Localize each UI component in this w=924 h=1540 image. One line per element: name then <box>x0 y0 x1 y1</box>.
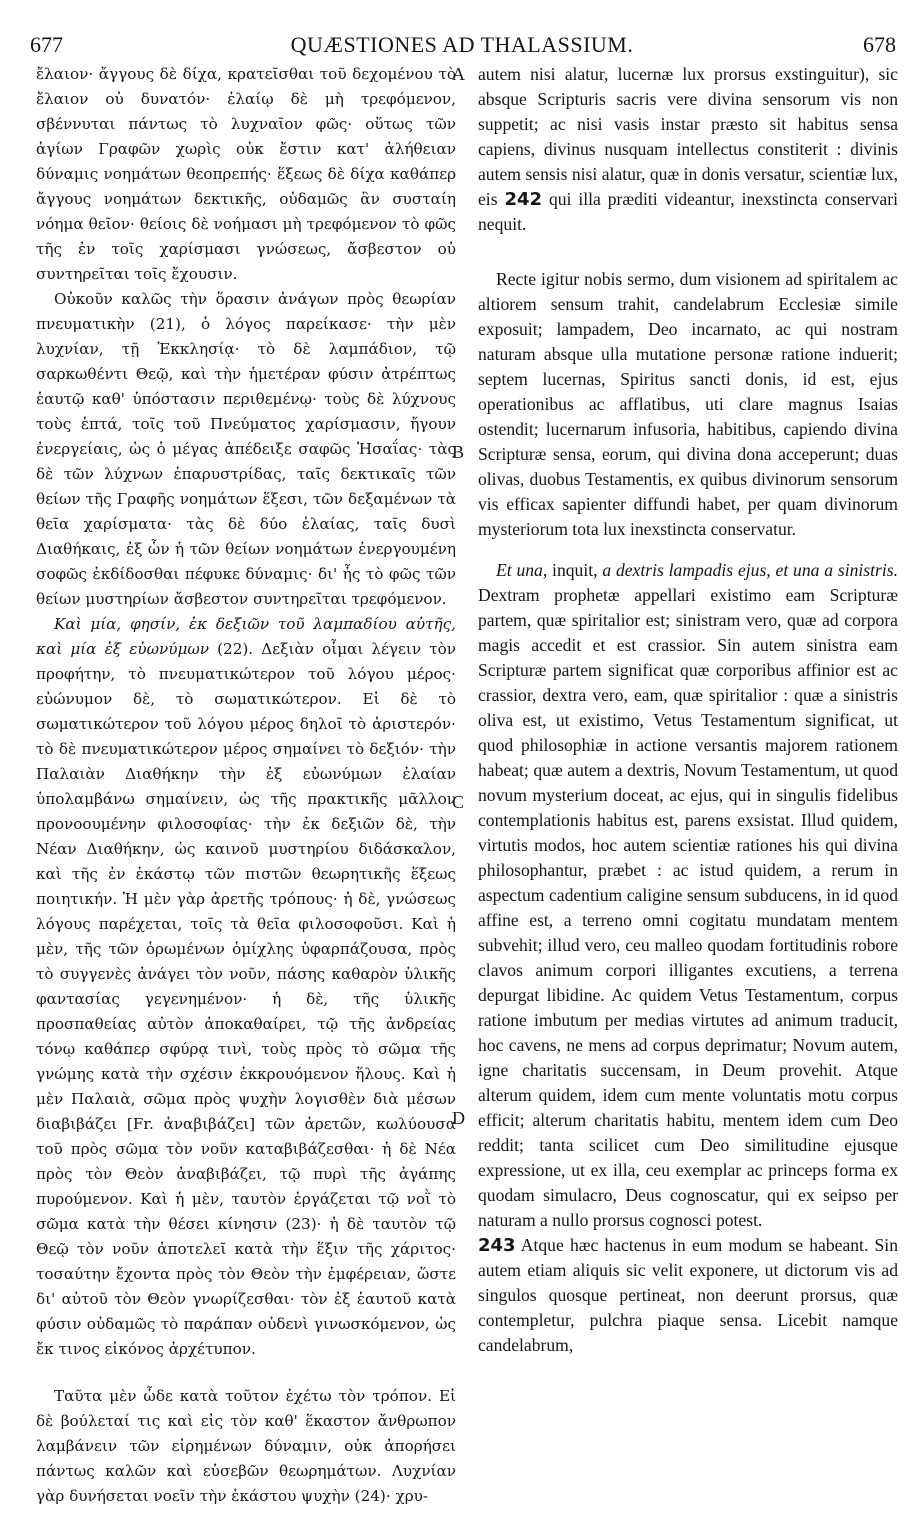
page-number-left: 677 <box>30 32 63 57</box>
margin-letter-a: A <box>452 64 465 84</box>
greek-column <box>36 62 456 1509</box>
greek-paragraph-4: Ταῦτα μὲν ὧδε κατὰ τοῦτον ἐχέτω τὸν τρόπον. Εἰ δὲ βούλεταί τις καὶ εἰς τὸν καθ' ἕκαστον ἄνθρωπον λαμβάνειν τῶν εἰρημένων δύναμιν, οὐκ ἀπορήσει πάντως καλῶν καὶ εὐσεβῶν θεωρημάτων. Λυχνίαν γὰρ δυνήσεται νοεῖν τὴν ἑκάστου ψυχὴν (24)· χρυ- <box>36 1387 456 1505</box>
greek-paragraph-2: Οὐκοῦν καλῶς τὴν ὅρασιν ἀνάγων πρὸς θεωρίαν πνευματικὴν (21), ὁ λόγος παρείκασε· τὴν μὲν λυχνίαν, τῇ Ἐκκλησίᾳ· τὸ δὲ λαμπάδιον, τῷ σαρκωθέντι Θεῷ, καὶ τὴν ἡμετέραν φύσιν ἀτρέπτως ἑαυτῷ καθ' ὑπόστασιν περιθεμένῳ· τοὺς δὲ λύχνους τοὺς ἑπτά, τοῖς τοῦ Πνεύματος χαρίσμασιν, ἤγουν ἐνεργείαις, ὡς ὁ μέγας ἀπέδειξε σαφῶς Ἡσαΐας· τὰς δὲ τῶν λύχνων ἐπαρυστρίδας, ταῖς δεκτικαῖς τῶν θείων τῆς Γραφῆς νοημάτων ἕξεσι, τῶν δεξαμένων τὰ θεῖα χαρίσματα· τὰς δὲ δύο ἐλαίας, ταῖς δυσὶ Διαθήκαις, ἐξ ὧν ἡ τῶν θείων νοημάτων ἐνεργουμένη σοφῶς ἐκδίδοσθαι πέφυκε δύναμις· δι' ἧς τὸ φῶς τῶν θείων μυστηρίων ἄσβεστον συντηρεῖται τρεφόμενον. <box>36 290 456 608</box>
latin-lemma: Et una <box>496 560 543 580</box>
latin-paragraph-1-a: autem nisi alatur, lucernæ lux prorsus exstinguitur), sic absque Scripturis sacris vere divina sensorum vis non suppetit; ac nisi vasis instar præsto sit habitus sensa capiens, divinus nusquam intellectus constiterit : divinis autem sensis nisi alatur, quæ in donis versatur, scientiæ lux, eis <box>478 64 898 209</box>
latin-paragraph-3-body: Dextram prophetæ appellari existimo eam Scripturæ partem, quæ spiritalior est; sinistram vero, quæ ad corpora magis accedit et est crassior. Sin autem sinistra eam Scripturæ partem significat quæ corporibus affinior est ac crassior, dextra vero, eam, quæ spiritalior : quæ a sinistris oliva est, ut existimo, Vetus Testamentum significat, ut quod philosophiæ in actione versantis majorem rationem habeat; quæ autem a dextris, Novum Testamentum, ut quod novum mysterium doceat, ac ejus, qui in singulis fidelibus contemplationis habitus est, parens exsistat. Illud quidem, virtutis modos, hoc autem scientiæ rationes his qui divina philosophantur, præbet : ac istud quidem, a rerum in aspectum cadentium caligine sensum subducens, in id quod affine est, a terreno omni cogitatu mundatam mentem subvehit; illud vero, ceu malleo quodam fortitudinis robore clavos animum corpori illigantes excutiens, a terrena depurgat libidine. Ac quidem Vetus Testamentum, corpus ratione imbutum per medias virtutes ad animum traducit, hoc cavens, ne mens ad corpus deprimatur; Novum autem, igne charitatis succensam, in Deum provehit. Atque alterum quidem, idem cum mente voluntatis motu corpus efficit; alterum charitatis habitu, mentem idem cum Deo reddit; tanta scilicet cum Deo similitudine ejusque expressione, ut ex illa, ceu exemplar ac princeps forma ex quodam simulacro, Deus cognoscatur, qui ex seipso per naturam a nullo prorsus cognosci potest. <box>478 585 898 1230</box>
greek-paragraph-3-body: (22). Δεξιὰν οἶμαι λέγειν τὸν προφήτην, τὸ πνευματικώτερον τοῦ λόγου μέρος· εὐώνυμον δὲ, τὸ σωματικώτερον. Εἰ δὲ τὸ σωματικώτερον τοῦ λόγου μέρος δηλοῖ τὸ ἀριστερόν· τὸ δὲ πνευματικώτερον μέρος σημαίνει τὸ δεξιόν· τὴν Παλαιὰν Διαθήκην τὴν ἐξ εὐωνύμων ἐλαίαν ὑπολαμβάνω σημαίνειν, ὡς τῆς πρακτικῆς μᾶλλον προνοουμένην φιλοσοφίας· τὴν ἐκ δεξιῶν δὲ, τὴν Νέαν Διαθήκην, ὡς καινοῦ μυστηρίου διδάσκαλον, καὶ τῆς ἐν ἑκάστῳ τῶν πιστῶν θεωρητικῆς ἕξεως ποιητικήν. Ἡ μὲν γὰρ ἀρετῆς τρόπους· ἡ δὲ, γνώσεως λόγους παρέχεται, τοῖς τὰ θεῖα φιλοσοφοῦσι. Καὶ ἡ μὲν, τῆς τῶν ὁρωμένων ὁμίχλης ὑφαρπάζουσα, πρὸς τὸ συγγενὲς ἀνάγει τὸν νοῦν, πάσης καθαρὸν ὑλικῆς φαντασίας γεγενημένον· ἡ δὲ, τῆς ὑλικῆς προσπαθείας αὐτὸν ἀποκαθαίρει, τῷ τῆς ἀνδρείας τόνῳ καθάπερ σφύρᾳ τινὶ, τοὺς πρὸς τὸ σῶμα τῆς γνώμης κατὰ τὴν σχέσιν ἐκκρουόμενον ἥλους. Καὶ ἡ μὲν Παλαιὰ, σῶμα πρὸς ψυχὴν λογισθὲν διὰ μέσων διαβιβάζει [Fr. ἀναβιβάζει] τῶν ἀρετῶν, κωλύουσα τοῦ πρὸς σῶμα τὸν νοῦν καταβιβάζεσθαι· ἡ δὲ Νέα πρὸς τὸν Θεὸν ἀναβιβάζει, τῷ πυρὶ τῆς ἀγάπης πυρούμενον. Καὶ ἡ μὲν, ταυτὸν ἐργάζεται τῷ νοῒ τὸ σῶμα κατὰ τὴν θέσει κίνησιν (23)· ἡ δὲ ταυτὸν τῷ Θεῷ τὸν νοῦν ἀποτελεῖ κατὰ τὴν ἕξιν τῆς χάριτος· τοσαύτην ἔχοντα πρὸς τὸν Θεὸν τὴν ἐμφέρειαν, ὥστε δι' αὐτοῦ τὸν Θεὸν γνωρίζεσθαι· τὸν ἐξ ἑαυτοῦ κατὰ φύσιν οὐδαμῶς τὸ παράπαν οὐδενὶ γινωσκόμενον, ὡς ἔκ τινος εἰκόνος ἀρχέτυπον. <box>36 640 456 1358</box>
latin-paragraph-4 <box>478 1233 898 1358</box>
margin-letter-b: B <box>452 442 465 462</box>
running-title: QUÆSTIONES AD THALASSIUM. <box>290 32 634 57</box>
latin-paragraph-3 <box>478 558 898 1233</box>
latin-inquit: , inquit, <box>542 560 603 580</box>
latin-paragraph-1 <box>478 62 898 237</box>
latin-column <box>478 62 898 1358</box>
page-header <box>0 22 924 58</box>
margin-letter-c: C <box>452 792 465 812</box>
greek-lemma: Καὶ μία, φησίν, ἐκ δεξιῶν τοῦ λαμπαδίου αὐτῆς, καὶ μία ἐξ εὐωνύμων <box>36 615 456 658</box>
margin-letter-d: D <box>452 1108 465 1128</box>
latin-paragraph-1-b: qui illa præditi videantur, inexstincta conservari nequit. <box>478 189 898 234</box>
greek-paragraph-1: ἔλαιον· ἄγγους δὲ δίχα, κρατεῖσθαι τοῦ δεχομένου τὸ ἔλαιον οὐ δυνατόν· ἐλαίῳ δὲ μὴ τρεφόμενον, σβέννυται πάντως τὸ λυχναῖον φῶς· οὕτως τῶν ἁγίων Γραφῶν χωρὶς οὐκ ἔστιν κατ' ἀλήθειαν δύναμις νοημάτων θεοπρεπής· ἕξεως δὲ δίχα καθάπερ ἄγγους νοημάτων δεκτικῆς, οὐδαμῶς ἂν συσταίη νόημα θεῖον· θείοις δὲ νοήμασι μὴ τρεφόμενον τὸ φῶς τῆς ἐν τοῖς χαρίσμασι γνώσεως, ἄσβεστον οὐ συντηρεῖται τοῖς ἔχουσιν. <box>36 65 456 283</box>
latin-paragraph-4-body: Atque hæc hactenus in eum modum se habeant. Sin autem etiam aliquis sic velit exponere, ut dictorum vis ad singulos quosque pertineat, non deerunt prorsus, quæ contempletur, pulchra piaque sensa. Licebit namque candelabrum, <box>478 1235 898 1355</box>
latin-lemma-2: a dextris lampadis ejus, et una a sinistris. <box>602 560 898 580</box>
section-number-242: 242 <box>504 189 543 210</box>
section-number-243: 243 <box>478 1235 516 1256</box>
latin-paragraph-2: Recte igitur nobis sermo, dum visionem ad spiritalem ac altiorem sensum trahit, candelabrum Ecclesiæ simile exposuit; lampadem, Deo incarnato, ac qui nostram naturam absque ulla mutatione personæ ratione induerit; septem lucernas, Spiritus sancti donis, id est, ejus operationibus ac afflatibus, uti clare magnus Isaias ostendit; lucernarum infusoria, habitibus, capiendo divina Scripturæ sensa, eorum, qui divina dona acceperunt; duas olivas, duobus Testamentis, ex quibus divinorum sensorum vis efficax sapienter diffundi habet, per quam divinorum mysteriorum tota lux inexstincta conservatur. <box>478 269 898 539</box>
greek-paragraph-3 <box>36 612 456 1362</box>
page-number-right: 678 <box>863 32 896 57</box>
